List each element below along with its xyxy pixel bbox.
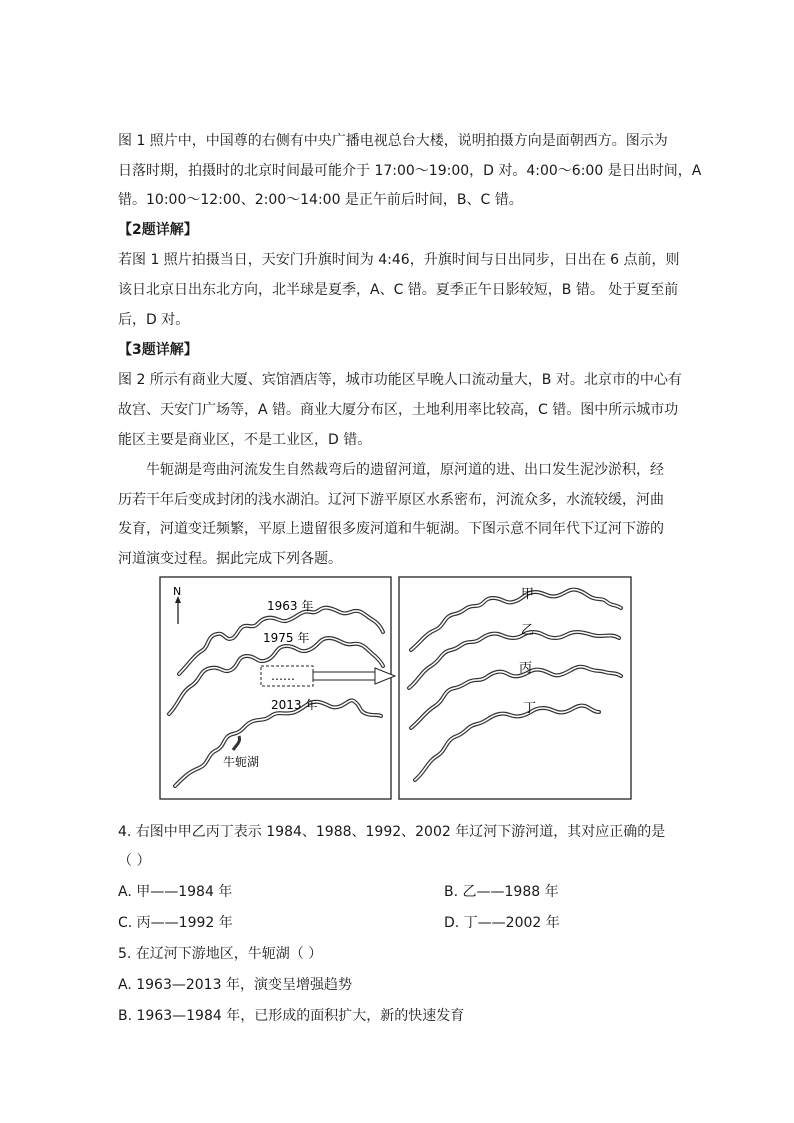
label-2013: 2013 年 (271, 698, 318, 712)
q4-option-c[interactable]: C. 丙——1992 年 (118, 915, 233, 931)
q3-detail-line-1: 图 2 所示有商业大厦、宾馆酒店等，城市功能区早晚人口流动量大，B 对。北京市的中心有 (118, 372, 682, 388)
passage-line-3: 发育，河道变迁频繁，平原上遗留很多废河道和牛轭湖。下图示意不同年代下辽河下游的 (118, 521, 664, 537)
q1-detail-line-2: 日落时期，拍摄时的北京时间最可能介于 17:00～19:00，D 对。4:00～6:00 是日出时间，A (118, 163, 702, 179)
q2-detail-line-2: 该日北京日出东北方向，北半球是夏季，A、C 错。夏季正午日影较短，B 错。 处于夏至前 (118, 282, 679, 298)
ellipsis-label: …… (271, 669, 295, 683)
label-1963: 1963 年 (267, 599, 314, 613)
q2-heading: 【2题详解】 (118, 222, 198, 238)
q2-detail-line-3: 后，D 对。 (118, 312, 190, 328)
label-bing: 丙 (519, 661, 533, 676)
q5-option-a[interactable]: A. 1963—2013 年，演变呈增强趋势 (118, 977, 352, 993)
right-panel-frame (399, 577, 631, 799)
label-jia: 甲 (521, 587, 535, 602)
label-1975: 1975 年 (263, 631, 310, 645)
q4-option-a[interactable]: A. 甲——1984 年 (118, 884, 233, 900)
q3-heading: 【3题详解】 (118, 342, 198, 358)
label-yi: 乙 (521, 623, 535, 638)
passage-line-1: 牛轭湖是弯曲河流发生自然裁弯后的遗留河道，原河道的进、出口发生泥沙淤积，经 (146, 462, 664, 478)
label-oxbow: 牛轭湖 (223, 755, 260, 769)
q1-detail-line-3: 错。10:00～12:00、2:00～14:00 是正午前后时间，B、C 错。 (118, 192, 523, 208)
q5-stem: 5. 在辽河下游地区，牛轭湖（ ） (118, 946, 323, 962)
q4-stem: 4. 右图中甲乙丙丁表示 1984、1988、1992、2002 年辽河下游河道，其对应正确的是 (118, 824, 666, 840)
passage-line-4: 河道演变过程。据此完成下列各题。 (118, 551, 342, 567)
q4-option-d[interactable]: D. 丁——2002 年 (444, 915, 560, 931)
q1-detail-line-1: 图 1 照片中，中国尊的右侧有中央广播电视总台大楼，说明拍摄方向是面朝西方。图示为 (118, 133, 668, 149)
north-label: N (173, 585, 182, 598)
river-evolution-figure (159, 576, 632, 800)
q5-option-b[interactable]: B. 1963—1984 年，已形成的面积扩大，新的快速发育 (118, 1008, 465, 1024)
q3-detail-line-2: 故宫、天安门广场等，A 错。商业大厦分布区，土地利用率比较高，C 错。图中所示城市功 (118, 402, 679, 418)
q4-option-b[interactable]: B. 乙——1988 年 (444, 884, 559, 900)
q2-detail-line-1: 若图 1 照片拍摄当日，天安门升旗时间为 4:46，升旗时间与日出同步，日出在 6 点前，则 (118, 252, 680, 268)
q4-blank: （ ） (118, 853, 151, 869)
passage-line-2: 历若干年后变成封闭的浅水湖泊。辽河下游平原区水系密布，河流众多，水流较缓，河曲 (118, 492, 664, 508)
label-ding: 丁 (523, 701, 537, 716)
q3-detail-line-3: 能区主要是商业区，不是工业区，D 错。 (118, 432, 372, 448)
river-map-svg (159, 576, 632, 800)
